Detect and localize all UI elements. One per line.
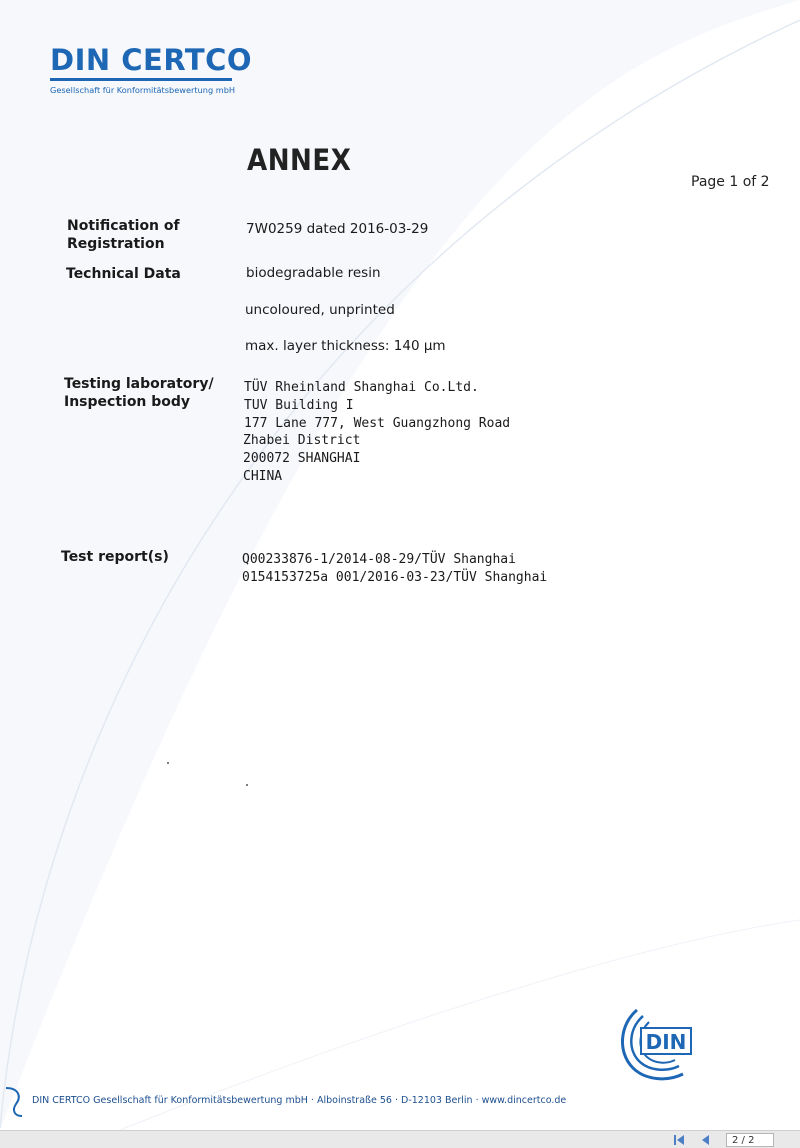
page-indicator-field[interactable]: 2 / 2 [726, 1133, 774, 1147]
page-number: Page 1 of 2 [691, 174, 770, 190]
scan-speck [246, 784, 248, 786]
footer-address: DIN CERTCO Gesellschaft für Konformitätsbewertung mbH · Alboinstraße 56 · D-12103 Berlin · www.dincertco.de [32, 1095, 567, 1106]
laboratory-address-line: 200072 SHANGHAI [243, 451, 361, 466]
technical-data-line: biodegradable resin [246, 265, 381, 281]
laboratory-address-line: 177 Lane 777, West Guangzhong Road [244, 416, 511, 431]
first-page-icon[interactable] [672, 1133, 686, 1147]
notification-label-line1: Notification of [67, 218, 180, 234]
previous-page-icon[interactable] [698, 1133, 712, 1147]
test-report-line: Q00233876-1/2014-08-29/TÜV Shanghai [242, 552, 516, 567]
notification-label-line2: Registration [67, 236, 165, 252]
laboratory-address-line: TUV Building I [244, 398, 354, 413]
seal-text: DIN [645, 1030, 687, 1054]
notification-value: 7W0259 dated 2016-03-29 [246, 221, 429, 237]
page-title: ANNEX [247, 143, 352, 177]
din-certco-logo [50, 43, 253, 95]
footer-emblem-icon [2, 1084, 26, 1120]
test-report-line: 0154153725a 001/2016-03-23/TÜV Shanghai [242, 570, 548, 585]
laboratory-address-line: CHINA [243, 469, 283, 484]
technical-data-line: max. layer thickness: 140 µm [245, 338, 446, 354]
testing-laboratory-label-line1: Testing laboratory/ [64, 376, 214, 392]
logo-subtitle: Gesellschaft für Konformitätsbewertung mbH [50, 85, 236, 95]
laboratory-address-line: Zhabei District [243, 433, 361, 448]
testing-laboratory-label-line2: Inspection body [64, 394, 191, 410]
scan-speck [167, 762, 169, 764]
logo-underline [50, 78, 232, 81]
technical-data-line: uncoloured, unprinted [245, 302, 395, 318]
logo-text: DIN CERTCO [50, 43, 253, 77]
laboratory-address-line: TÜV Rheinland Shanghai Co.Ltd. [244, 380, 479, 395]
test-reports-label: Test report(s) [61, 549, 169, 565]
din-seal-logo [615, 1002, 705, 1082]
viewer-toolbar [0, 1130, 800, 1148]
technical-data-label: Technical Data [66, 266, 181, 282]
